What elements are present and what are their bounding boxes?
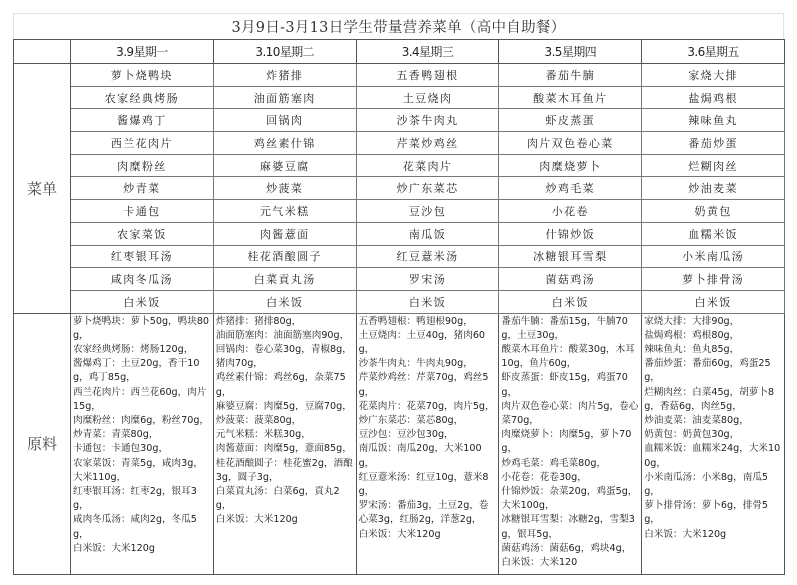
menu-row	[14, 109, 785, 132]
dish-cell: 白米饭	[356, 290, 499, 313]
ingredient-line: 冰糖银耳雪梨：冰糖2g，雪梨3g，银耳5g，	[501, 514, 635, 540]
day-header: 3.5星期四	[499, 40, 642, 64]
ingredients-cell	[499, 313, 642, 574]
dish-cell: 桂花酒酿圆子	[213, 245, 356, 268]
ingredient-line: 烂糊肉丝：白菜45g，胡萝卜8g，香菇6g，肉丝5g，	[644, 386, 775, 412]
dish-cell: 炒油麦菜	[642, 177, 785, 200]
ingredient-line: 炒油麦菜：油麦菜80g，	[644, 414, 749, 426]
dish-cell: 炒青菜	[71, 177, 214, 200]
ingredient-line: 桂花酒酿圆子：桂花蜜2g，酒酿3g，圆子3g，	[215, 457, 353, 483]
ingredient-line: 家烧大排：大排90g，	[644, 315, 740, 327]
menu-row	[14, 64, 785, 87]
menu-sheet	[13, 13, 784, 575]
dish-cell: 小花卷	[499, 200, 642, 223]
ingredient-line: 虾皮蒸蛋：虾皮15g，鸡蛋70g，	[501, 372, 628, 398]
dish-cell: 南瓜饭	[356, 222, 499, 245]
ingredient-line: 麻婆豆腐：肉糜5g，豆腐70g，	[215, 400, 352, 412]
ingredient-line: 咸肉冬瓜汤：咸肉2g，冬瓜5g，	[73, 514, 197, 540]
dish-cell: 花菜肉片	[356, 154, 499, 177]
ingredient-line: 红豆薏米汤：红豆10g，薏米8g，	[358, 471, 489, 497]
day-header: 3.10星期二	[213, 40, 356, 64]
dish-cell: 芹菜炒鸡丝	[356, 132, 499, 155]
dish-cell: 鸡丝素什锦	[213, 132, 356, 155]
dish-cell: 土豆烧肉	[356, 86, 499, 109]
dish-cell: 肉糜烧萝卜	[499, 154, 642, 177]
ingredient-line: 菌菇鸡汤：菌菇6g，鸡块4g，	[501, 542, 632, 554]
dish-cell: 罗宋汤	[356, 268, 499, 291]
ingredient-line: 白米饭：大米120	[501, 557, 578, 569]
menu-row	[14, 245, 785, 268]
ingredient-line: 炒广东菜芯：菜芯80g，	[358, 414, 464, 426]
menu-section-label: 菜单	[14, 64, 71, 314]
dish-cell: 小米南瓜汤	[642, 245, 785, 268]
dish-cell: 血糯米饭	[642, 222, 785, 245]
ingredients-cell	[356, 313, 499, 574]
dish-cell: 肉酱薏面	[213, 222, 356, 245]
dish-cell: 豆沙包	[356, 200, 499, 223]
dish-cell: 辣味鱼丸	[642, 109, 785, 132]
ingredients-row	[14, 313, 785, 574]
ingredient-line: 卡通包：卡通包30g，	[73, 443, 169, 455]
menu-row	[14, 132, 785, 155]
dish-cell: 白米饭	[499, 290, 642, 313]
ingredient-line: 小米南瓜汤：小米8g，南瓜5g，	[644, 471, 769, 497]
dish-cell: 白米饭	[213, 290, 356, 313]
sheet-title: 3月9日-3月13日学生带量营养菜单（高中自助餐）	[13, 13, 784, 39]
ingredients-section-label: 原料	[14, 313, 71, 574]
ingredient-line: 鸡丝素什锦：鸡丝6g，杂菜75g，	[215, 372, 346, 398]
ingredients-cell	[642, 313, 785, 574]
dish-cell: 番茄牛腩	[499, 64, 642, 87]
menu-table	[13, 39, 785, 575]
menu-row	[14, 268, 785, 291]
ingredient-line: 豆沙包：豆沙包30g，	[358, 429, 454, 441]
ingredient-line: 肉酱薏面：肉糜5g，薏面85g，	[215, 443, 352, 455]
dish-cell: 虾皮蒸蛋	[499, 109, 642, 132]
dish-cell: 酸菜木耳鱼片	[499, 86, 642, 109]
dish-cell: 奶黄包	[642, 200, 785, 223]
ingredient-line: 酸菜木耳鱼片：酸菜30g，木耳10g，鱼片60g，	[501, 343, 635, 370]
ingredient-line: 农家经典烤肠：烤肠120g，	[73, 343, 194, 355]
ingredient-line: 土豆烧肉：土豆40g，猪肉60g，	[358, 329, 486, 355]
dish-cell: 卡通包	[71, 200, 214, 223]
ingredient-line: 沙茶牛肉丸：牛肉丸90g，	[358, 358, 473, 370]
ingredient-line: 元气米糕：米糕30g，	[215, 429, 311, 441]
ingredient-line: 农家菜饭：青菜5g，咸肉3g，大米110g，	[73, 457, 203, 483]
ingredient-line: 肉糜烧萝卜：肉糜5g，萝卜70g，	[501, 429, 632, 455]
ingredient-line: 血糯米饭：血糯米24g，大米100g，	[644, 443, 781, 469]
corner-cell	[14, 40, 71, 64]
ingredients-cell	[213, 313, 356, 574]
ingredient-line: 南瓜饭：南瓜20g，大米100g，	[358, 443, 482, 469]
dish-cell: 麻婆豆腐	[213, 154, 356, 177]
dish-cell: 萝卜排骨汤	[642, 268, 785, 291]
ingredient-line: 小花卷：花卷30g，	[501, 471, 587, 483]
menu-row	[14, 86, 785, 109]
dish-cell: 什锦炒饭	[499, 222, 642, 245]
ingredient-line: 炒菠菜：菠菜80g，	[215, 414, 302, 426]
ingredient-line: 红枣银耳汤：红枣2g，银耳3g，	[73, 486, 197, 512]
ingredient-line: 萝卜排骨汤：萝卜6g，排骨5g，	[644, 500, 769, 526]
menu-row	[14, 222, 785, 245]
ingredient-line: 炒青菜：青菜80g，	[73, 429, 159, 441]
day-header: 3.9星期一	[71, 40, 214, 64]
ingredient-line: 白米饭：大米120g	[215, 514, 298, 526]
ingredient-line: 萝卜烧鸭块：萝卜50g，鸭块80g，	[73, 315, 210, 341]
ingredient-line: 白米饭：大米120g	[358, 528, 441, 540]
ingredient-line: 五香鸭翅根：鸭翅根90g，	[358, 315, 473, 327]
dish-cell: 冰糖银耳雪梨	[499, 245, 642, 268]
menu-row	[14, 154, 785, 177]
ingredient-line: 回锅肉：卷心菜30g，青椒8g，猪肉70g，	[215, 343, 352, 370]
dish-cell: 炒广东菜芯	[356, 177, 499, 200]
ingredient-line: 番茄炒蛋：番茄60g，鸡蛋25g，	[644, 358, 771, 384]
ingredient-line: 番茄牛腩：番茄15g，牛腩70g，土豆30g，	[501, 315, 628, 341]
day-header: 3.6星期五	[642, 40, 785, 64]
day-header: 3.4星期三	[356, 40, 499, 64]
ingredient-line: 白菜貢丸汤：白菜6g，貢丸2g，	[215, 486, 340, 512]
menu-row	[14, 177, 785, 200]
ingredient-line: 盐焗鸡根：鸡根80g，	[644, 329, 740, 341]
menu-row	[14, 290, 785, 313]
dish-cell: 白米饭	[642, 290, 785, 313]
ingredient-line: 油面筋塞肉：油面筋塞肉90g，	[215, 329, 350, 341]
dish-cell: 沙茶牛肉丸	[356, 109, 499, 132]
dish-cell: 五香鸭翅根	[356, 64, 499, 87]
dish-cell: 盐焗鸡根	[642, 86, 785, 109]
ingredient-line: 白米饭：大米120g	[73, 542, 155, 554]
dish-cell: 白米饭	[71, 290, 214, 313]
ingredient-line: 肉糜粉丝：肉糜6g，粉丝70g，	[73, 414, 210, 426]
dish-cell: 农家经典烤肠	[71, 86, 214, 109]
dish-cell: 番茄炒蛋	[642, 132, 785, 155]
dish-cell: 菌菇鸡汤	[499, 268, 642, 291]
dish-cell: 肉片双色卷心菜	[499, 132, 642, 155]
dish-cell: 白菜貢丸汤	[213, 268, 356, 291]
dish-cell: 元气米糕	[213, 200, 356, 223]
ingredient-line: 罗宋汤：番茄3g，土豆2g，卷心菜3g，红肠2g，洋葱2g，	[358, 500, 489, 526]
dish-cell: 酱爆鸡丁	[71, 109, 214, 132]
dish-cell: 回锅肉	[213, 109, 356, 132]
dish-cell: 咸肉冬瓜汤	[71, 268, 214, 291]
ingredient-line: 辣味鱼丸：鱼丸85g，	[644, 343, 740, 355]
menu-row	[14, 200, 785, 223]
dish-cell: 红枣银耳汤	[71, 245, 214, 268]
dish-cell: 油面筋塞肉	[213, 86, 356, 109]
ingredient-line: 什锦炒饭：杂菜20g，鸡蛋5g，大米100g，	[501, 486, 638, 512]
dish-cell: 烂糊肉丝	[642, 154, 785, 177]
dish-cell: 家烧大排	[642, 64, 785, 87]
ingredient-line: 酱爆鸡丁：土豆20g，香干10g，鸡丁85g，	[73, 358, 200, 384]
ingredient-line: 芹菜炒鸡丝：芹菜70g，鸡丝5g，	[358, 372, 489, 398]
dish-cell: 红豆薏米汤	[356, 245, 499, 268]
dish-cell: 肉糜粉丝	[71, 154, 214, 177]
ingredient-line: 花菜肉片：花菜70g，肉片5g，	[358, 400, 495, 412]
ingredient-line: 肉片双色卷心菜：肉片5g，卷心菜70g，	[501, 400, 639, 426]
dish-cell: 西兰花肉片	[71, 132, 214, 155]
ingredients-cell	[71, 313, 214, 574]
ingredient-line: 西兰花肉片：西兰花60g，肉片15g，	[73, 386, 207, 412]
day-header-row	[14, 40, 785, 64]
dish-cell: 农家菜饭	[71, 222, 214, 245]
dish-cell: 炒鸡毛菜	[499, 177, 642, 200]
dish-cell: 炸猪排	[213, 64, 356, 87]
ingredient-line: 奶黄包：奶黄包30g，	[644, 429, 740, 441]
dish-cell: 萝卜烧鸭块	[71, 64, 214, 87]
ingredient-line: 炒鸡毛菜：鸡毛菜80g，	[501, 457, 607, 469]
dish-cell: 炒菠菜	[213, 177, 356, 200]
ingredient-line: 白米饭：大米120g	[644, 528, 727, 540]
ingredient-line: 炸猪排：猪排80g，	[215, 315, 302, 327]
